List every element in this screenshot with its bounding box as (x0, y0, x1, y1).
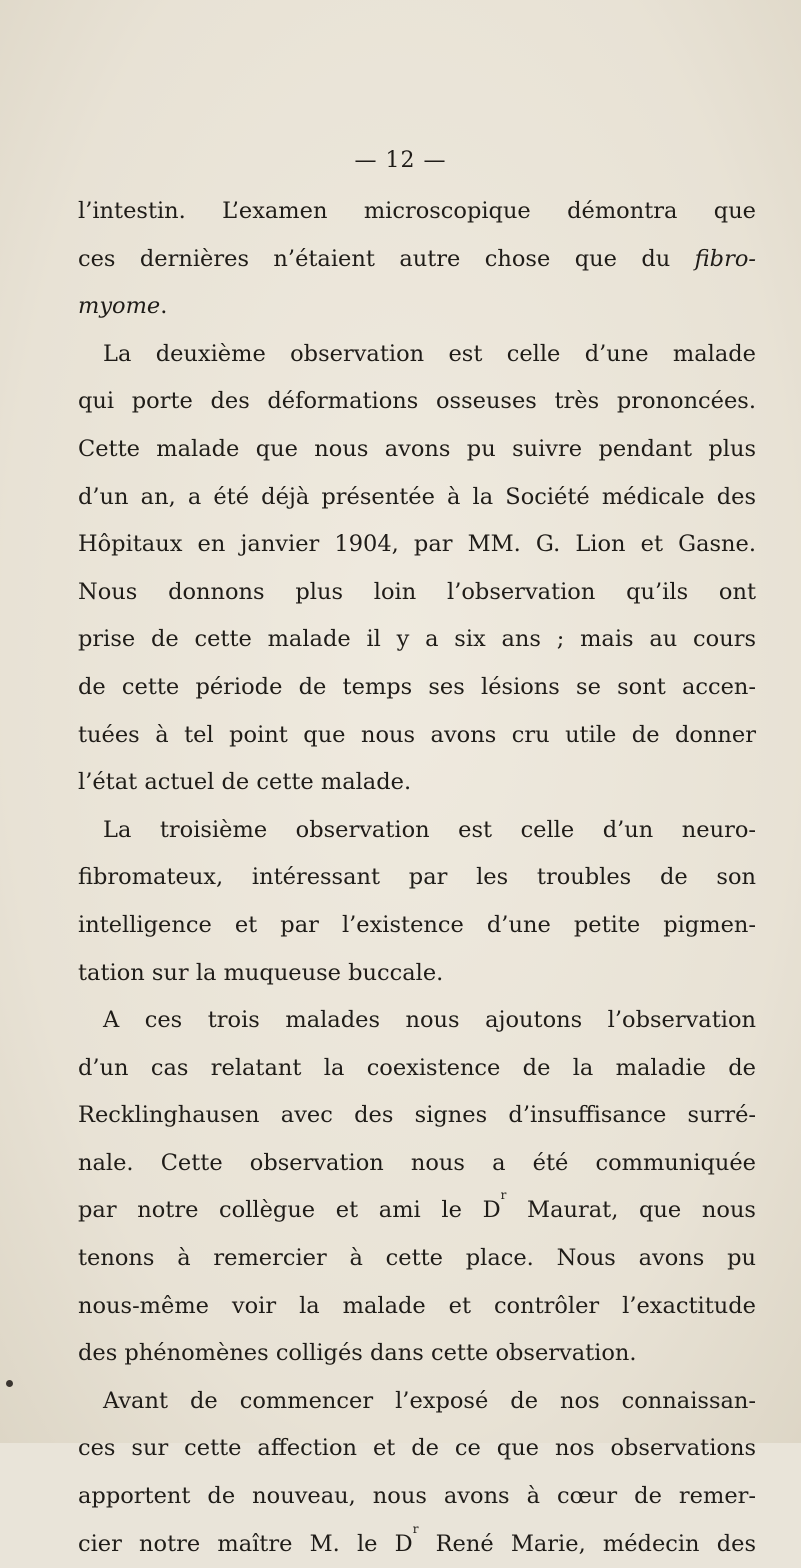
text-run: Recklinghausen avec des signes d’insuffisance surré- (78, 1102, 756, 1129)
ink-speck (6, 1380, 13, 1387)
text-line (78, 950, 756, 998)
text-line (78, 759, 756, 807)
text-line (78, 1235, 756, 1283)
text-run: par notre collègue et ami le D (78, 1197, 501, 1224)
text-line (78, 1187, 756, 1235)
body-text (78, 188, 756, 1568)
text-run: d’un an, a été déjà présentée à la Société médicale des (78, 483, 756, 510)
text-line (78, 1140, 756, 1188)
text-run: de cette période de temps ses lésions se sont accen- (78, 673, 756, 700)
text-line (78, 378, 756, 426)
text-line (78, 664, 756, 712)
text-run: fibromateux, intéressant par les troubles de son (78, 864, 756, 891)
text-run: nous-même voir la malade et contrôler l’exactitude (78, 1292, 756, 1319)
text-line (78, 902, 756, 950)
italic-text: fibro- (694, 245, 756, 272)
text-run: ces sur cette affection et de ce que nos observations (78, 1435, 756, 1462)
text-line (78, 521, 756, 569)
text-run: d’un cas relatant la coexistence de la maladie de (78, 1054, 756, 1081)
superscript: r (500, 1188, 507, 1203)
text-line (78, 807, 756, 855)
text-run: Nous donnons plus loin l’observation qu’ils ont (78, 578, 756, 605)
text-run: nale. Cette observation nous a été communiquée (78, 1149, 756, 1176)
text-run: . (160, 293, 168, 320)
italic-text: myome (78, 293, 161, 320)
text-run: l’intestin. L’examen microscopique démontra que (78, 198, 756, 224)
text-run: Avant de commencer l’exposé de nos connaissan- (103, 1387, 756, 1414)
text-run: Maurat, que nous (506, 1197, 756, 1224)
text-line (78, 1473, 756, 1521)
text-run: René Marie, médecin des (418, 1530, 756, 1557)
text-line (78, 712, 756, 760)
text-run: La deuxième observation est celle d’une malade (103, 340, 756, 367)
text-line (78, 997, 756, 1045)
text-line (78, 236, 756, 284)
text-run: tuées à tel point que nous avons cru utile de donner (78, 721, 756, 748)
text-line (78, 426, 756, 474)
text-line (78, 331, 756, 379)
text-line (78, 1045, 756, 1093)
text-line (78, 1092, 756, 1140)
text-line (78, 1283, 756, 1331)
text-run: intelligence et par l’existence d’une petite pigmen- (78, 911, 756, 938)
text-run: Cette malade que nous avons pu suivre pendant plus (78, 435, 756, 462)
page-number: — 12 — (354, 148, 447, 173)
text-run: apportent de nouveau, nous avons à cœur de remer- (78, 1483, 756, 1510)
text-line (78, 854, 756, 902)
text-run: l’état actuel de cette malade. (78, 769, 412, 796)
text-run: A ces trois malades nous ajoutons l’observation (103, 1007, 756, 1034)
text-run: Hôpitaux en janvier 1904, par MM. G. Lion et Gasne. (78, 531, 756, 558)
text-run: tation sur la muqueuse buccale. (78, 959, 444, 986)
text-run: qui porte des déformations osseuses très prononcées. (78, 388, 756, 415)
text-run: cier notre maître M. le D (78, 1530, 413, 1557)
text-run: des phénomènes colligés dans cette observation. (78, 1340, 637, 1367)
text-run: La troisième observation est celle d’un neuro- (103, 816, 756, 843)
text-line (78, 616, 756, 664)
text-line (78, 474, 756, 522)
text-line (78, 188, 756, 236)
text-run: prise de cette malade il y a six ans ; mais au cours (78, 626, 756, 653)
text-line (78, 283, 756, 331)
text-line (78, 1521, 756, 1568)
text-run: tenons à remercier à cette place. Nous avons pu (78, 1245, 756, 1272)
text-line (78, 1425, 756, 1473)
text-run: ces dernières n’étaient autre chose que du (78, 245, 695, 272)
superscript: r (412, 1521, 419, 1536)
text-line (78, 1330, 756, 1378)
text-line (78, 569, 756, 617)
text-line (78, 1378, 756, 1426)
